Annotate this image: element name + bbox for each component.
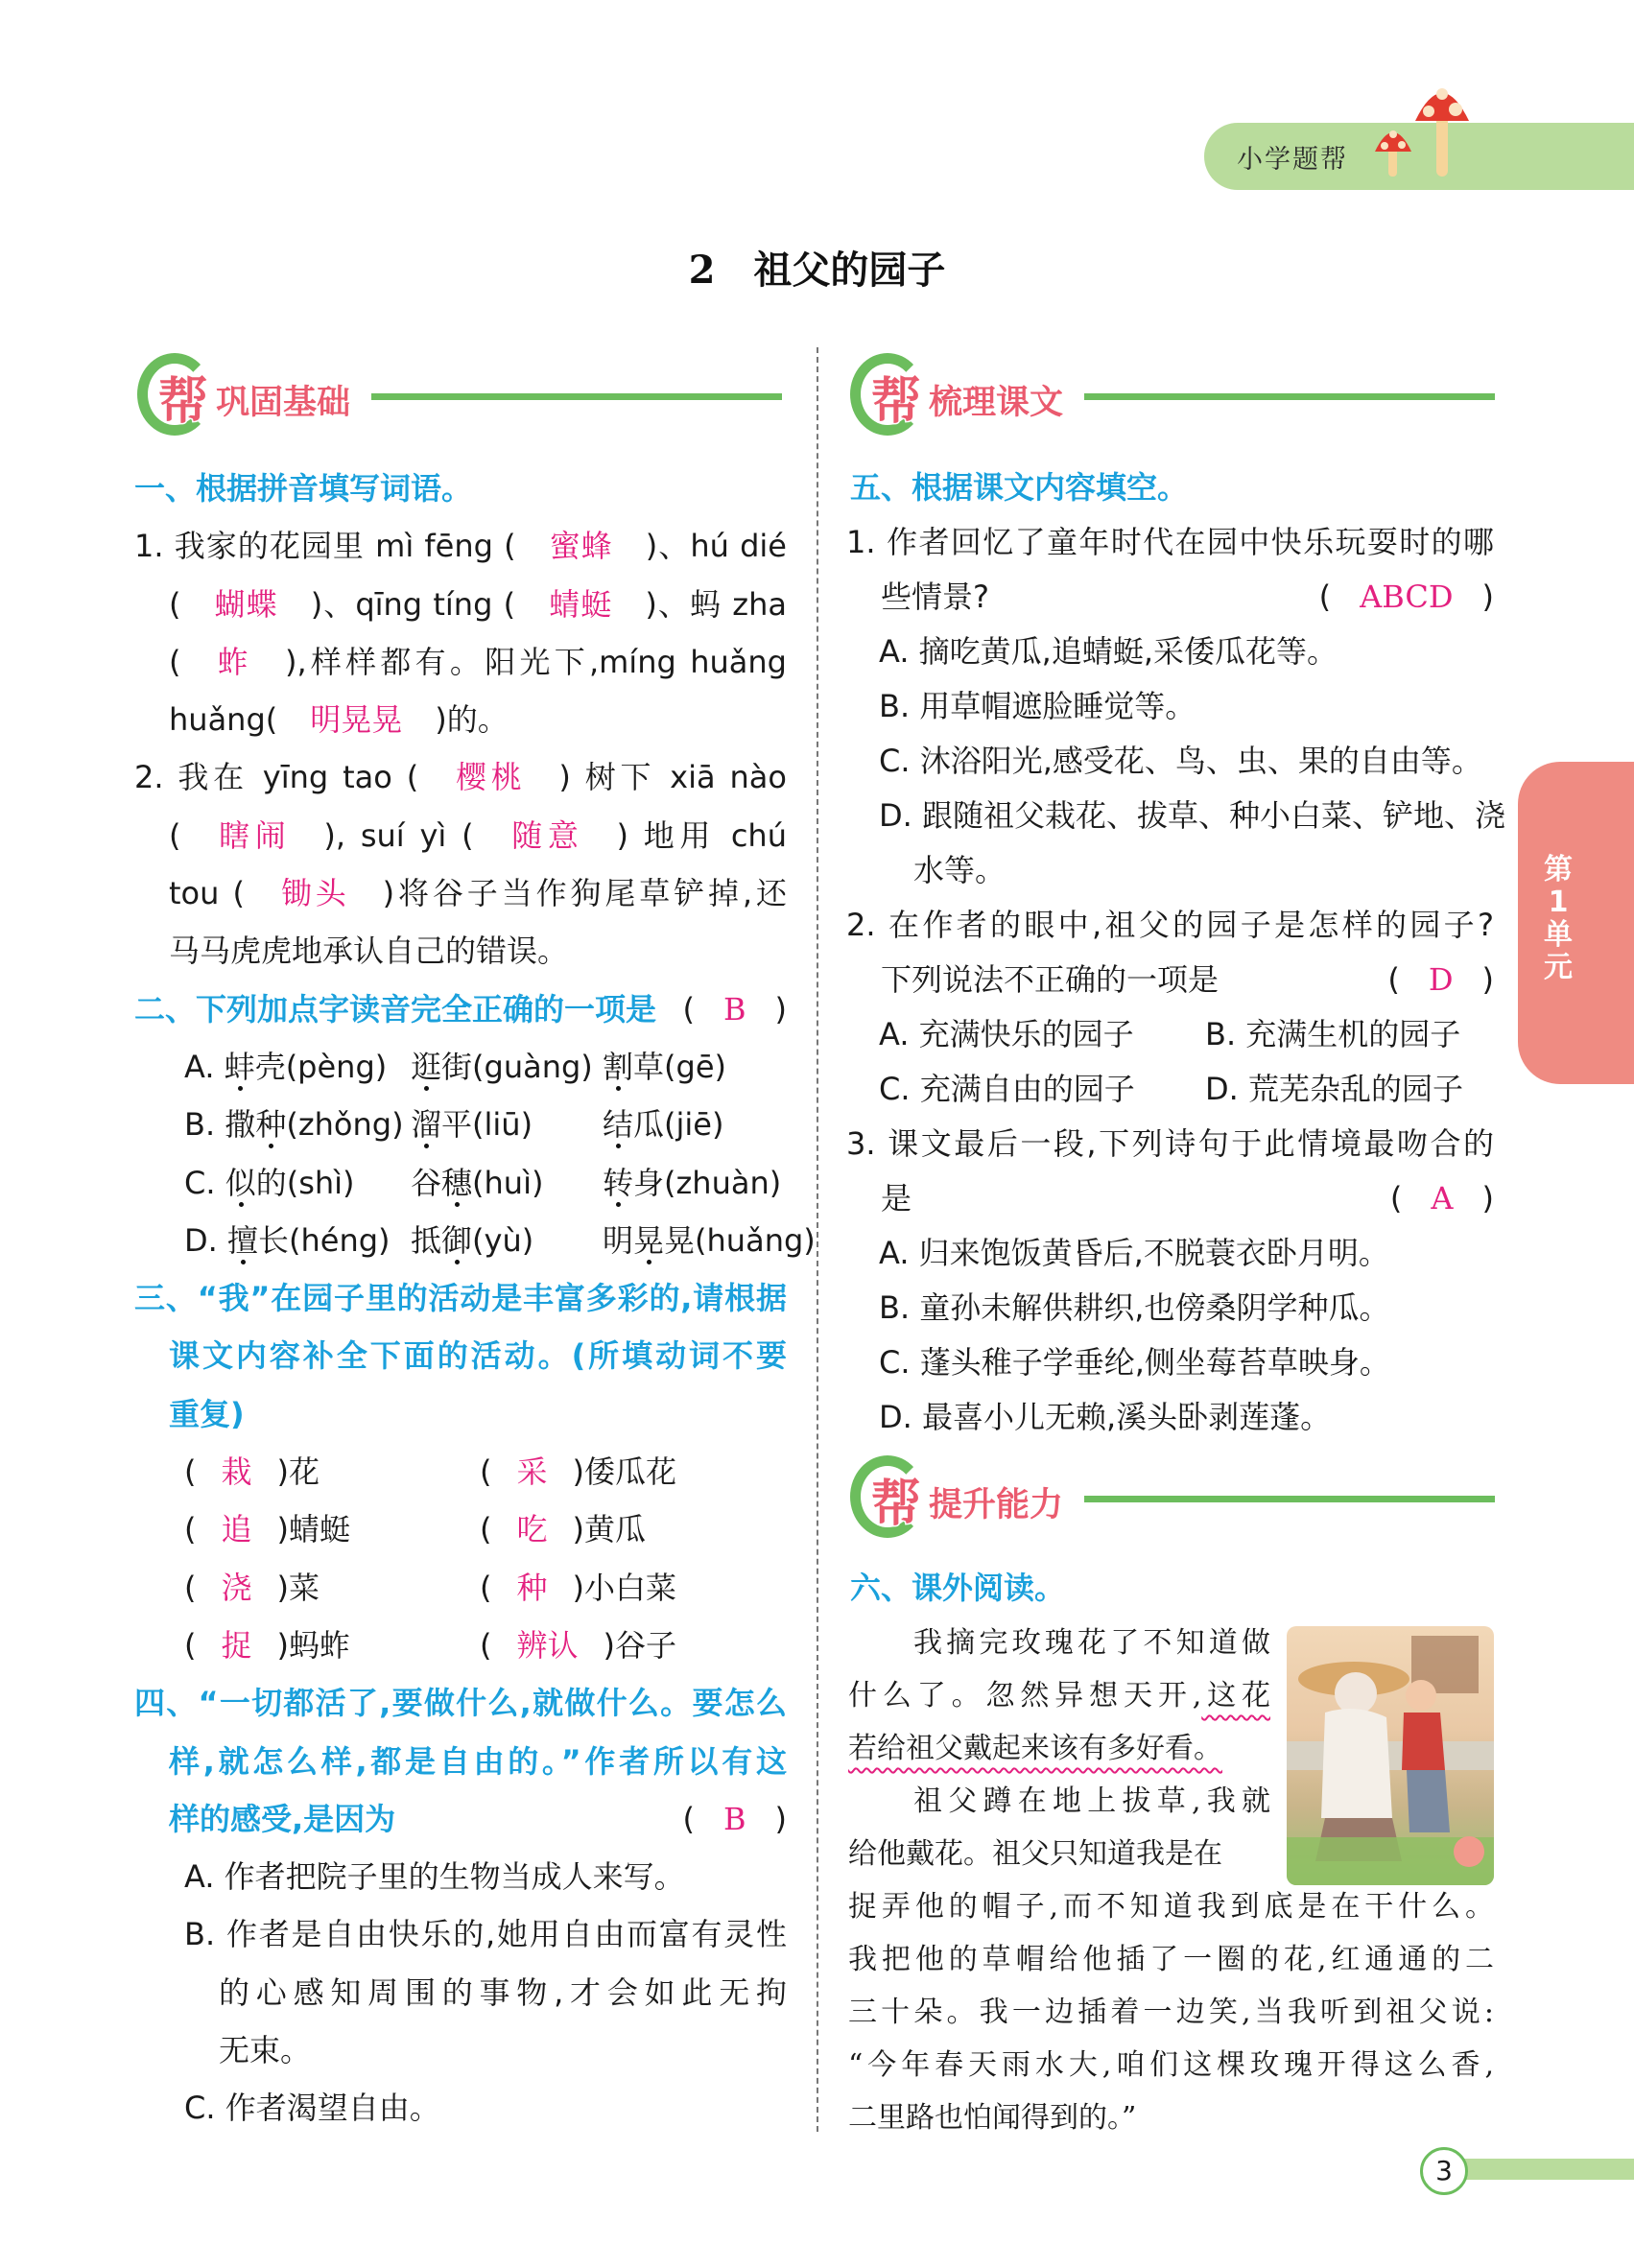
text: )将谷子当作狗尾草铲掉,还 [382, 875, 787, 912]
question-6-text: 六、课外阅读。 [850, 1570, 1066, 1606]
text: ),样样都有。阳光下,míng huǎng [285, 643, 787, 680]
wavy-underlined-text: 若给祖父戴起来该有多好看。 [848, 1732, 1222, 1765]
paren-close: ) [1481, 579, 1494, 615]
text: 课文内容补全下面的活动。(所填动词不要 [169, 1337, 787, 1375]
question-2-options [134, 1038, 816, 1269]
paren-open: ( [184, 1511, 197, 1548]
paren-close: ) [1481, 961, 1494, 998]
option-cell [184, 1154, 411, 1212]
dotted-char: 转 [603, 1164, 634, 1201]
answer-text: 明晃晃 [310, 701, 403, 739]
text-line [879, 1390, 1494, 1445]
answer-text: 蜻蜓 [548, 585, 613, 623]
answer-text: 吃 [516, 1511, 548, 1548]
answer-bracket [1390, 1171, 1494, 1226]
lesson-title-text: 祖父的园子 [753, 248, 946, 293]
text: 的心感知周围的事物,才会如此无拘 [219, 1973, 787, 2011]
activity-item [184, 1559, 480, 1617]
option-cell [603, 1212, 814, 1269]
question-block [846, 789, 1505, 898]
paragraph [184, 1848, 787, 1905]
paragraph [846, 515, 1494, 625]
paren-close: ) [276, 1453, 289, 1491]
text-line [134, 1674, 787, 1732]
text-line [184, 2079, 787, 2137]
text: C. 作者渴望自由。 [184, 2090, 440, 2127]
text: B. 作者是自由快乐的,她用自由而富有灵性 [184, 1916, 787, 1953]
dotted-char: 晃 [633, 1221, 665, 1259]
badge-title: 巩固基础 [216, 384, 351, 422]
text: ( [169, 816, 181, 854]
right-column [846, 461, 1505, 1445]
text-line [846, 570, 1494, 625]
paren-close: ) [572, 1569, 584, 1606]
paragraph [846, 898, 1494, 1007]
activity-item [184, 1443, 480, 1500]
paragraph [134, 1269, 787, 1443]
text-line [879, 1226, 1494, 1281]
answer-text: 栽 [221, 1453, 252, 1491]
answer-bracket [1319, 570, 1494, 625]
paren-close: ) [276, 1626, 289, 1664]
text-line [134, 1327, 787, 1384]
question-6-heading [850, 1561, 1065, 1616]
text: B. 用草帽遮脸睡觉等。 [879, 688, 1196, 724]
activity-object: 菜 [288, 1569, 320, 1606]
paren-close: ) [276, 1569, 289, 1606]
option-cell [184, 1096, 411, 1153]
text-line [184, 1964, 787, 2021]
question-4-heading [134, 1674, 787, 1848]
badge-title: 梳理课文 [929, 384, 1064, 422]
text-line [879, 843, 1494, 898]
paren-close: ) [572, 1453, 584, 1491]
text: A. 归来饱饭黄昏后,不脱蓑衣卧月明。 [879, 1235, 1389, 1271]
question-block [846, 1390, 1494, 1445]
text: 街(guàng) [441, 1048, 593, 1085]
section-badge-improve [850, 1455, 1495, 1542]
text: B. 撒 [184, 1106, 256, 1144]
text: D. [184, 1221, 227, 1259]
paragraph [848, 1775, 1270, 1880]
text: C. 蓬头稚子学垂纶,侧坐莓苔草映身。 [879, 1344, 1390, 1381]
text: 2. 在作者的眼中,祖父的园子是怎样的园子? [846, 907, 1494, 943]
activity-object: 小白菜 [583, 1569, 676, 1606]
brand-banner [1204, 123, 1634, 190]
text-line [134, 807, 787, 864]
question-1-items [134, 517, 787, 980]
left-column [134, 460, 816, 2138]
answer-text: 辨认 [516, 1626, 579, 1664]
badge-mark: 帮 [871, 1476, 922, 1533]
paragraph [879, 734, 1494, 789]
question-block [846, 734, 1494, 789]
text: A. [184, 1048, 225, 1085]
text-line [134, 864, 787, 922]
badge-mark: 帮 [158, 373, 209, 431]
text: 明 [603, 1221, 634, 1259]
paragraph [879, 1335, 1494, 1390]
text: 2. 我在 yīng tao ( [134, 759, 419, 796]
text: 抵 [411, 1221, 442, 1259]
text: 样,就怎么样,都是自由的。”作者所以有这 [169, 1742, 787, 1780]
badge-line [1084, 1496, 1495, 1502]
question-block [846, 515, 1494, 625]
dotted-char: 割 [603, 1048, 634, 1085]
text-line [879, 625, 1494, 679]
paragraph [134, 748, 787, 980]
option-row [134, 1212, 816, 1269]
paragraph [184, 2079, 787, 2137]
answer-text: 浇 [221, 1569, 252, 1606]
badge-title: 提升能力 [929, 1486, 1064, 1524]
question-5-part-1 [846, 515, 1505, 1007]
text-line [134, 1269, 787, 1327]
answer-text: D [1428, 961, 1454, 998]
paren-open: ( [682, 990, 695, 1028]
text: 草(gē) [633, 1048, 726, 1085]
paren-close: ) [774, 1800, 787, 1837]
dotted-char: 种 [255, 1106, 287, 1144]
question-3-heading [134, 1269, 787, 1443]
question-4-options [134, 1848, 787, 2137]
illustration-image [1287, 1626, 1494, 1885]
answer-text: ABCD [1360, 579, 1454, 615]
text: 壳(pèng) [254, 1048, 388, 1085]
text-line [879, 789, 1505, 843]
text: 什么了。忽然异想天开, [848, 1679, 1202, 1713]
paragraph [184, 1905, 787, 2079]
question-2-text: 二、下列加点字读音完全正确的一项是 [134, 990, 657, 1028]
question-block [846, 1117, 1494, 1226]
text-line [848, 1933, 1494, 1986]
answer-text: 捉 [221, 1626, 252, 1664]
text: 三十朵。我一边插着一边笑,当我听到祖父说: [848, 1996, 1494, 2029]
text: 给他戴花。祖父只知道我是在 [848, 1837, 1222, 1871]
text-line [848, 1669, 1270, 1722]
paragraph [879, 1226, 1494, 1281]
option-cell [603, 1154, 814, 1212]
badge-line [371, 393, 782, 400]
mushroom-icon [1367, 75, 1482, 180]
text: 谷 [411, 1164, 442, 1201]
answer-text: 蝴蝶 [213, 585, 278, 623]
text-line [134, 1790, 787, 1848]
dotted-char: 擅 [226, 1221, 258, 1259]
dotted-char: 穗 [441, 1164, 473, 1201]
activity-object: 谷子 [614, 1626, 676, 1664]
answer-text: 种 [516, 1569, 548, 1606]
answer-text: A [1431, 1180, 1454, 1217]
text: 是 [881, 1180, 912, 1217]
paren-open: ( [480, 1626, 492, 1664]
question-block [846, 625, 1494, 679]
text-line [879, 734, 1494, 789]
text-line [848, 2039, 1494, 2091]
paragraph [846, 1117, 1494, 1226]
text: 1. 作者回忆了童年时代在园中快乐玩耍时的哪 [846, 524, 1494, 560]
paren-open: ( [480, 1569, 492, 1606]
paren-open: ( [480, 1511, 492, 1548]
answer-text: 樱桃 [451, 759, 527, 796]
text-line [879, 1281, 1494, 1335]
answer-text: 蜜蜂 [548, 528, 613, 565]
text-line [184, 1905, 787, 1963]
option-cell [411, 1038, 603, 1096]
text-line [134, 748, 787, 806]
text: 二里路也怕闻得到的。” [848, 2101, 1137, 2135]
page-footer-bar [1458, 2159, 1634, 2180]
text-line [134, 1385, 787, 1443]
activity-item [184, 1500, 480, 1558]
section-badge-review [850, 353, 1495, 439]
question-block [846, 1335, 1494, 1390]
text-line [134, 576, 787, 633]
text: 祖父蹲在地上拔草,我就 [913, 1784, 1270, 1818]
dotted-char: 御 [441, 1221, 473, 1259]
text: )的。 [435, 701, 509, 739]
question-block [846, 679, 1494, 734]
text-line [846, 1171, 1494, 1226]
badge-mark: 帮 [871, 373, 922, 431]
badge-line [1084, 393, 1495, 400]
question-block [846, 1226, 1494, 1281]
activity-item [480, 1559, 768, 1617]
text: D. 最喜小儿无赖,溪头卧剥莲蓬。 [879, 1399, 1332, 1435]
text-line [879, 679, 1494, 734]
answer-bracket [683, 1790, 787, 1848]
text: ) 树下 xiā nào [558, 759, 787, 796]
text: (huì) [472, 1164, 544, 1201]
question-block [846, 1281, 1494, 1335]
text-line [848, 1880, 1494, 1933]
text-line [846, 515, 1494, 570]
paren-open: ( [1318, 579, 1332, 615]
question-3-activities [134, 1443, 787, 1674]
text: 样的感受,是因为 [169, 1800, 396, 1837]
answer-text: B [723, 990, 746, 1028]
text-line [184, 1848, 787, 1905]
text-line [134, 922, 787, 980]
text: A. 作者把院子里的生物当成人来写。 [184, 1858, 685, 1896]
answer-text: 追 [221, 1511, 252, 1548]
text: )、hú dié [645, 528, 787, 565]
activity-object: 黄瓜 [583, 1511, 646, 1548]
paren-open: ( [1387, 961, 1400, 998]
page-number: 3 [1420, 2147, 1468, 2195]
dotted-char: 逛 [411, 1048, 442, 1085]
paragraph [879, 625, 1494, 679]
text: C. 沐浴阳光,感受花、鸟、虫、果的自由等。 [879, 743, 1482, 779]
text-line [848, 2091, 1494, 2144]
option-cell [603, 1096, 814, 1153]
column-divider [817, 347, 818, 2132]
text: huǎng( [169, 701, 278, 739]
text: ) 地用 chú [616, 816, 787, 854]
paragraph [879, 679, 1494, 734]
option-item: A. 充满快乐的园子 [879, 1016, 1134, 1052]
text: tou ( [169, 875, 245, 912]
text: 重复) [169, 1395, 245, 1432]
text-line [848, 1986, 1494, 2039]
text: 我摘完玫瑰花了不知道做 [913, 1626, 1270, 1660]
text: 身(zhuàn) [633, 1164, 782, 1201]
text: )、蚂 zha [645, 585, 787, 623]
paren-close: ) [1481, 1180, 1494, 1217]
question-5-part-3 [846, 1117, 1494, 1445]
text: (zhǒng) [286, 1106, 404, 1144]
text-line [879, 1335, 1494, 1390]
text: D. 跟随祖父栽花、拔草、种小白菜、铲地、浇 [879, 797, 1505, 834]
option-cell [184, 1038, 411, 1096]
activity-object: 蜻蜓 [288, 1511, 350, 1548]
text-line [184, 2021, 787, 2079]
text: 些情景? [881, 579, 989, 615]
reading-passage-top [848, 1617, 1270, 1880]
answer-text: 锄头 [276, 875, 350, 912]
text-line [848, 1828, 1270, 1880]
text: 水等。 [913, 852, 1006, 888]
dotted-char: 结 [603, 1106, 634, 1144]
text-line [134, 691, 787, 748]
paren-open: ( [1389, 1180, 1403, 1217]
paren-open: ( [682, 1800, 695, 1837]
answer-text: B [723, 1800, 746, 1837]
paren-close: ) [572, 1511, 584, 1548]
text: ( [169, 585, 181, 623]
text-line [848, 1617, 1270, 1669]
text-line [846, 898, 1494, 953]
paragraph [879, 789, 1505, 898]
activity-item [480, 1500, 768, 1558]
paren-close: ) [774, 990, 787, 1028]
text: 马马虎虎地承认自己的错误。 [169, 933, 569, 970]
text: 下列说法不正确的一项是 [881, 961, 1220, 998]
activity-item [480, 1617, 768, 1674]
text-line [848, 1775, 1270, 1828]
answer-text: 蚱 [213, 643, 252, 680]
paren-close: ) [276, 1511, 289, 1548]
option-row [134, 1038, 787, 1096]
text-line [846, 953, 1494, 1007]
dotted-char: 似 [225, 1164, 256, 1201]
paragraph [134, 1674, 787, 1848]
text: 的(shì) [255, 1164, 355, 1201]
text-line [848, 1722, 1270, 1775]
paren-close: ) [603, 1626, 615, 1664]
text-line [134, 1733, 787, 1790]
text: A. 摘吃黄瓜,追蜻蜓,采倭瓜花等。 [879, 633, 1338, 670]
lesson-number: 2 [688, 248, 716, 293]
paragraph [848, 1617, 1270, 1775]
text: 三、“我”在园子里的活动是丰富多彩的,请根据 [134, 1280, 787, 1317]
option-cell [411, 1212, 603, 1269]
option-cell [411, 1154, 603, 1212]
text: C. [184, 1164, 225, 1201]
text: 长(héng) [258, 1221, 391, 1259]
dotted-char: 蚌 [224, 1048, 255, 1085]
activity-object: 蚂蚱 [288, 1626, 350, 1664]
brand-name: 小学题帮 [1237, 145, 1348, 175]
text: )、qīng tíng ( [310, 585, 516, 623]
question-1-heading: 一、根据拼音填写词语。 [134, 470, 473, 507]
activity-object: 倭瓜花 [583, 1453, 676, 1491]
reading-passage-bottom [848, 1880, 1494, 2144]
option-cell [184, 1212, 411, 1269]
text: 瓜(jiē) [633, 1106, 724, 1144]
dotted-char: 溜 [411, 1106, 442, 1144]
text: 无束。 [219, 2032, 312, 2069]
text: ( [169, 643, 181, 680]
paren-open: ( [480, 1453, 492, 1491]
lesson-title [0, 240, 1634, 295]
answer-text: 采 [516, 1453, 548, 1491]
text: “今年春天雨水大,咱们这棵玫瑰开得这么香, [848, 2048, 1494, 2082]
illustration-grandfather-and-girl [1287, 1626, 1494, 1885]
text: 3. 课文最后一段,下列诗句于此情境最吻合的 [846, 1125, 1494, 1162]
option-row [134, 1096, 787, 1153]
unit-side-tab[interactable] [1518, 762, 1634, 1084]
text: 平(liū) [441, 1106, 533, 1144]
text: ), suí yì ( [323, 816, 474, 854]
text-line [134, 517, 787, 575]
text-line [846, 1117, 1494, 1171]
activity-object: 花 [288, 1453, 320, 1491]
question-block [846, 898, 1494, 1007]
answer-bracket [1387, 953, 1494, 1007]
option-item: C. 充满自由的园子 [879, 1071, 1135, 1107]
section-badge-consolidate [137, 353, 782, 439]
paragraph [879, 1281, 1494, 1335]
option-cell [411, 1096, 603, 1153]
activity-item [480, 1443, 768, 1500]
answer-text: 随意 [506, 816, 584, 854]
question-5-part-2-options [846, 1007, 1494, 1117]
text: (yù) [472, 1221, 534, 1259]
option-item: D. 荒芜杂乱的园子 [1205, 1071, 1463, 1107]
option-cell [603, 1038, 814, 1096]
text: 1. 我家的花园里 mì fēng ( [134, 528, 516, 565]
text-line [134, 633, 787, 691]
paragraph [134, 517, 787, 748]
paren-open: ( [184, 1453, 197, 1491]
text: 捉弄他的帽子,而不知道我到底是在干什么。 [848, 1890, 1494, 1924]
option-row [134, 1154, 787, 1212]
paren-open: ( [184, 1569, 197, 1606]
option-item: B. 充满生机的园子 [1205, 1016, 1461, 1052]
text: 晃(huǎng) [664, 1221, 816, 1259]
text: B. 童孙未解供耕织,也傍桑阴学种瓜。 [879, 1289, 1390, 1326]
answer-bracket [683, 980, 787, 1038]
text: 四、“一切都活了,要做什么,就做什么。要怎么 [134, 1685, 787, 1722]
paragraph [879, 1390, 1494, 1445]
answer-text: 瞎闹 [213, 816, 292, 854]
wavy-underlined-text: 这花 [1201, 1679, 1270, 1713]
activity-item [184, 1617, 480, 1674]
text: 我把他的草帽给他插了一圈的花,红通通的二 [848, 1943, 1494, 1976]
unit-label: 第1单元 [1544, 853, 1573, 984]
paren-open: ( [184, 1626, 197, 1664]
question-2-heading [134, 980, 787, 1038]
question-5-heading: 五、根据课文内容填空。 [850, 469, 1189, 506]
